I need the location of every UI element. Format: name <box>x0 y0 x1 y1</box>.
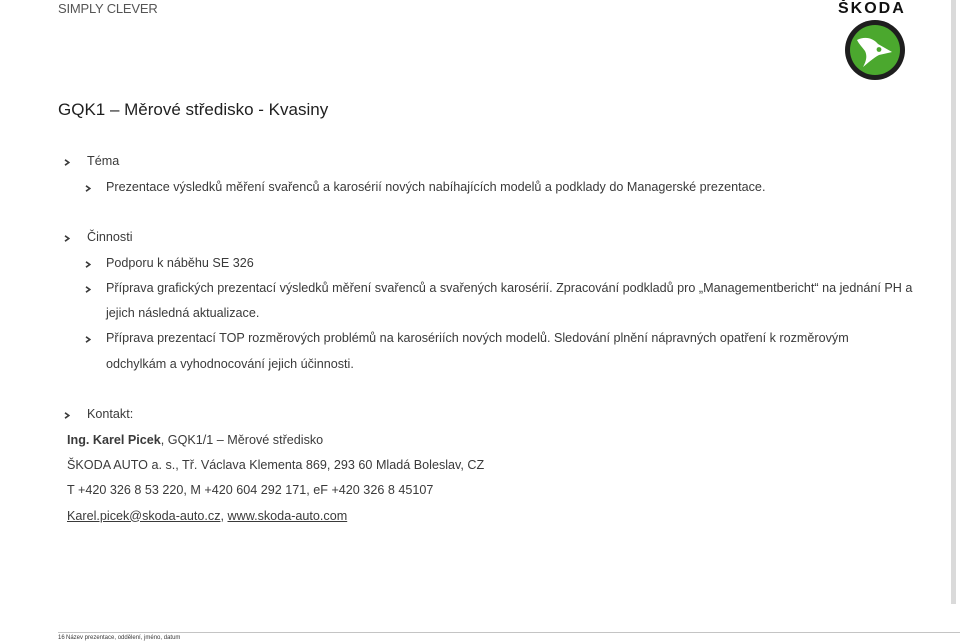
bullet-item <box>0 251 950 276</box>
section-tema <box>0 149 950 200</box>
bullet-item-continuation <box>0 301 950 326</box>
website-link[interactable]: www.skoda-auto.com <box>227 508 348 523</box>
bullet-heading-text: Kontakt: <box>87 407 134 422</box>
page-number: 16 <box>58 635 65 641</box>
contact-links-line <box>0 504 950 529</box>
email-link[interactable]: Karel.picek@skoda-auto.cz <box>67 508 221 523</box>
contact-role: , GQK1/1 – Měrové středisko <box>160 432 324 447</box>
bullet-item-text: jejich následná aktualizace. <box>106 306 260 321</box>
bullet-item <box>0 276 950 301</box>
section-kontakt <box>0 402 950 528</box>
edge-bar <box>951 0 956 604</box>
brand-wordmark: ŠKODA <box>838 0 906 17</box>
chevron-right-icon <box>85 261 91 268</box>
bullet-item-text: Podporu k náběhu SE 326 <box>106 255 254 270</box>
bullet-item-text: Příprava prezentací TOP rozměrových problémů na karosériích nových modelů. Sledování plnění nápravných opatření k rozměrovým <box>106 331 849 346</box>
footer-caption: Název prezentace, oddělení, jméno, datum <box>66 635 181 641</box>
contact-phones: T +420 326 8 53 220, M +420 604 292 171, eF +420 326 8 45107 <box>67 483 434 498</box>
contact-name-line <box>0 428 950 453</box>
slide-title: GQK1 – Měrové středisko - Kvasiny <box>58 100 329 119</box>
chevron-right-icon <box>85 336 91 343</box>
chevron-right-icon <box>85 286 91 293</box>
chevron-right-icon <box>85 185 91 192</box>
bullet-item <box>0 175 950 200</box>
footer-divider <box>58 632 960 633</box>
chevron-right-icon <box>64 412 70 419</box>
bullet-heading <box>0 149 950 174</box>
bullet-heading <box>0 225 950 250</box>
bullet-item-text: odchylkám a vyhodnocování jejich účinnosti. <box>106 356 354 371</box>
tagline: SIMPLY CLEVER <box>58 1 158 16</box>
bullet-item-text: Příprava grafických prezentací výsledků měření svařenců a svařených karosérií. Zpracování podkladů pro „Managementbericht“ na jednání PH a <box>106 280 913 295</box>
bullet-heading-text: Téma <box>87 154 120 169</box>
bullet-heading <box>0 402 950 427</box>
contact-name: Ing. Karel Picek <box>67 432 161 447</box>
link-separator: , <box>220 508 228 523</box>
bullet-heading-text: Činnosti <box>87 230 133 245</box>
slide-body <box>0 149 950 528</box>
skoda-logo-icon <box>845 20 905 80</box>
bullet-item <box>0 326 950 351</box>
bullet-item-text: Prezentace výsledků měření svařenců a karosérií nových nabíhajících modelů a podklady do Managerské prezentace. <box>106 179 766 194</box>
section-cinnosti <box>0 225 950 377</box>
chevron-right-icon <box>64 159 70 166</box>
bullet-item-continuation <box>0 352 950 377</box>
contact-address: ŠKODA AUTO a. s., Tř. Václava Klementa 869, 293 60 Mladá Boleslav, CZ <box>67 457 485 472</box>
chevron-right-icon <box>64 235 70 242</box>
